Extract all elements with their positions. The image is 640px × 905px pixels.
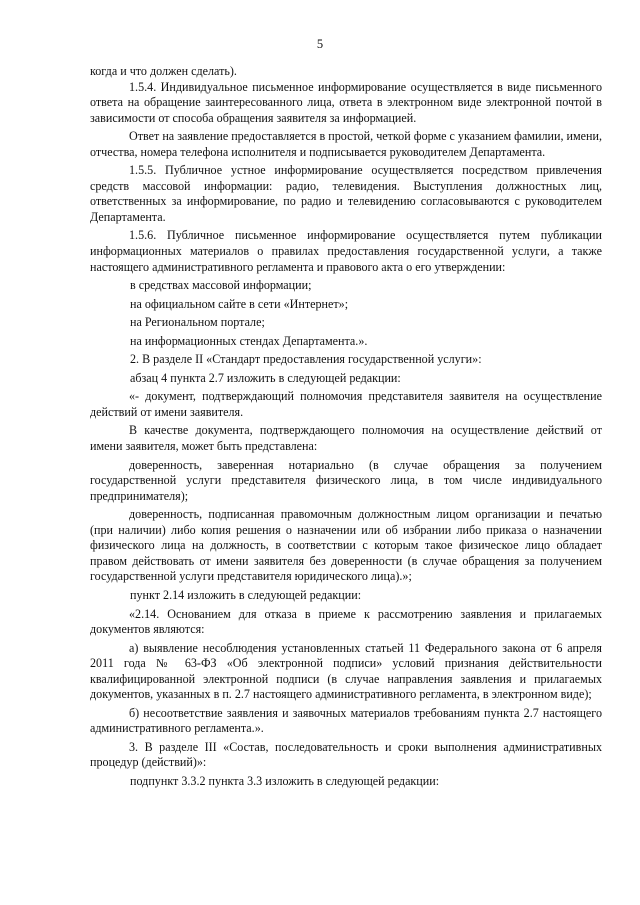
page-number: 5 [316, 37, 324, 51]
paragraph-1-5-5: 1.5.5. Публичное устное информирование осуществляется посредством привлечения средств массовой информации: радио, телевидения. Выступления должностных лиц, ответственных за информирование, по радио и телевидению согласовываются с руководителем Департамента. [90, 163, 602, 224]
section-heading: 2. В разделе II «Стандарт предоставления государственной услуги»: [130, 352, 482, 367]
paragraph-1-5-6: 1.5.6. Публичное письменное информирование осуществляется путем публикации информационных материалов о правилах предоставления государственной услуги, а также настоящего административного регламента и правового акта о его утверждении: [90, 228, 602, 274]
paragraph: абзац 4 пункта 2.7 изложить в следующей редакции: [130, 370, 401, 385]
paragraph: «- документ, подтверждающий полномочия представителя заявителя на осуществление действий от имени заявителя. [90, 389, 602, 419]
paragraph: когда и что должен сделать). [90, 64, 237, 78]
document-body [90, 64, 602, 790]
paragraph: доверенность, подписанная правомочным должностным лицом организации и печатью (при наличии) либо копия решения о назначении или об избрании либо приказа о назначении физического лица на должность, в соответствии с которым такое физическое лицо обладает правом действовать от имени заявителя без доверенности (в случае обращения за получением государственной услуги представителя юридического лица).»; [90, 507, 602, 584]
paragraph: б) несоответствие заявления и заявочных материалов требованиям пункта 2.7 настоящего административного регламента.». [90, 705, 602, 736]
list-item: на информационных стендах Департамента.». [130, 333, 368, 348]
paragraph: В качестве документа, подтверждающего полномочия на осуществление действий от имени заявителя, может быть представлена: [90, 423, 602, 454]
paragraph: доверенность, заверенная нотариально (в случае обращения за получением государственной услуги представителя физического лица, в том числе индивидуального предпринимателя); [90, 457, 602, 503]
paragraph: Ответ на заявление предоставляется в простой, четкой форме с указанием фамилии, имени, отчества, номера телефона исполнителя и подписывается руководителем Департамента. [90, 129, 602, 159]
paragraph-1-5-4: 1.5.4. Индивидуальное письменное информирование осуществляется в виде письменного ответа на обращение заинтересованного лица, ответа в электронном виде электронной почтой в зависимости от способа обращения заявителя за информацией. [90, 79, 602, 125]
paragraph: а) выявление несоблюдения установленных статьей 11 Федерального закона от 6 апреля 2011 года № 63-ФЗ «Об электронной подписи» условий признания действительности квалифицированной электронной подписи (в случае направления заявления и прилагаемых документов, указанных в п. 2.7 настоящего административного регламента, в электронном виде); [90, 640, 602, 702]
list-item: в средствах массовой информации; [130, 278, 312, 293]
paragraph-2-14: «2.14. Основанием для отказа в приеме к рассмотрению заявления и прилагаемых документов являются: [90, 606, 602, 637]
list-item: на официальном сайте в сети «Интернет»; [130, 296, 349, 311]
list-item: на Региональном портале; [130, 315, 265, 330]
paragraph: пункт 2.14 изложить в следующей редакции: [130, 587, 362, 602]
paragraph: подпункт 3.3.2 пункта 3.3 изложить в следующей редакции: [130, 773, 440, 788]
section-heading: 3. В разделе III «Состав, последовательность и сроки выполнения административных процедур (действий)»: [90, 739, 602, 770]
